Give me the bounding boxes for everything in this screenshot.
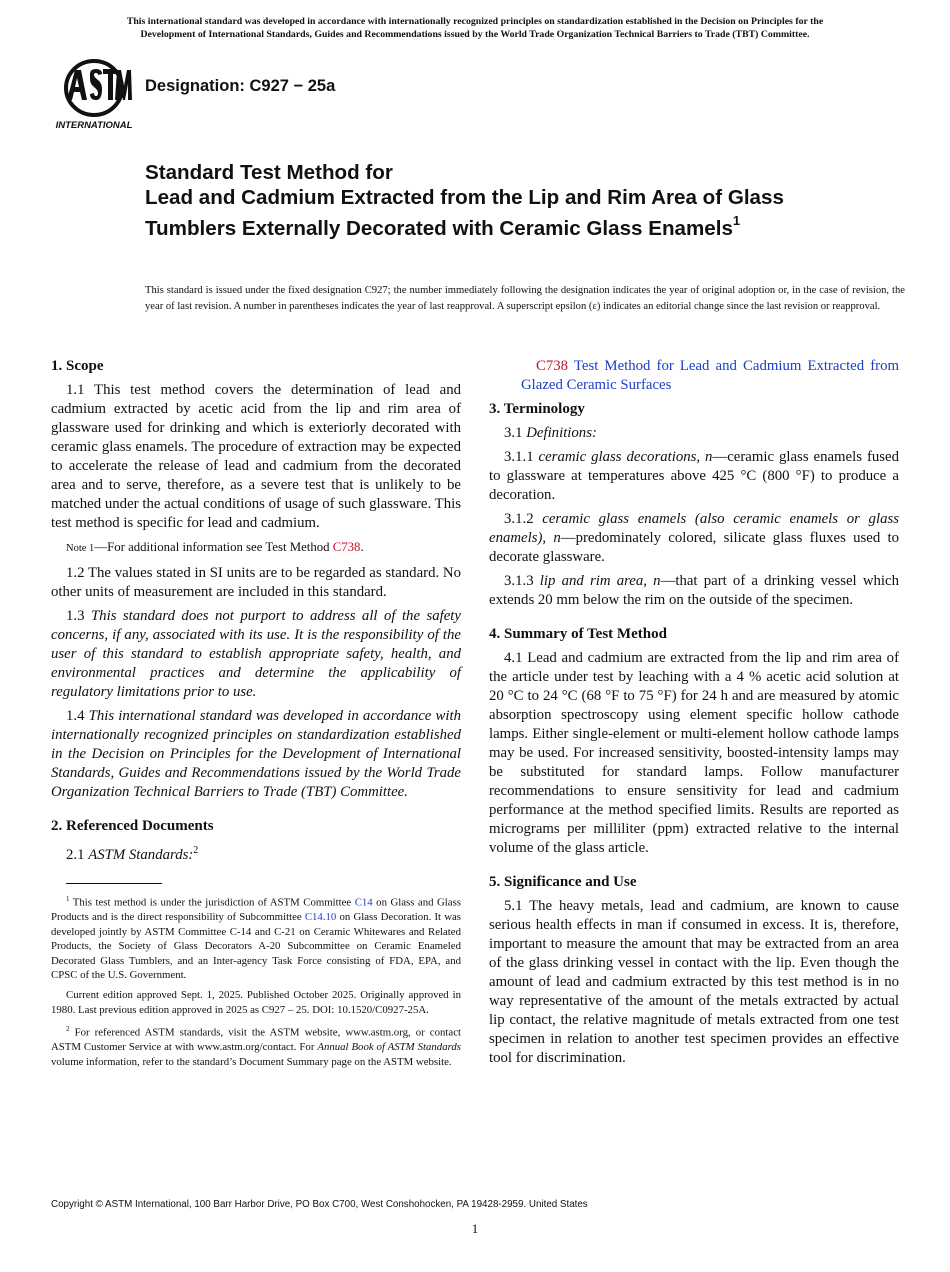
right-column xyxy=(489,357,899,1073)
title-line2: Lead and Cadmium Extracted from the Lip and Rim Area of Glass Tumblers Externally Decorated with Ceramic Glass Enamels xyxy=(145,186,784,240)
astm-logo-icon xyxy=(53,56,135,132)
footnote-1-link-c14-10[interactable]: C14.10 xyxy=(304,911,337,924)
para-3-1-3-term: lip and rim area, n xyxy=(539,573,661,589)
footnote-1-edition: Current edition approved Sept. 1, 2025. Published October 2025. Originally approved in 1980. Last previous edition approved in 2025 as C927 – 25. DOI: 10.1520/C0927-25A. xyxy=(51,989,461,1016)
para-5-1: 5.1 The heavy metals, lead and cadmium, are known to cause serious health effects in man if consumed in excess. It is, therefore, important to measure the amount that may be extracted from an area of the glass drinking vessel in contact with the lip. Even though the amount of lead and cadmium extracted by this test method is in no way representative of the amount of the metals extracted by actual lip contact, the relative magnitude of metals extracted from one test specimen in relation to another test specimen provides an effective tool for discrimination. xyxy=(489,898,899,1066)
para-1-3-num: 1.3 xyxy=(66,608,91,624)
para-3-1-text: Definitions: xyxy=(526,425,597,441)
section-1-heading: 1. Scope xyxy=(51,358,104,374)
para-3-1-2-num: 3.1.2 xyxy=(504,511,543,527)
note-1-link-c738[interactable]: C738 xyxy=(332,540,361,554)
footnote-1-a: This test method is under the jurisdiction of ASTM Committee xyxy=(72,896,355,909)
title-main xyxy=(145,185,865,241)
note-1-end: . xyxy=(360,540,364,554)
footnote-2-mark: 2 xyxy=(66,1025,70,1034)
footnote-2 xyxy=(51,1022,461,1069)
para-3-1-1-term: ceramic glass decorations, n xyxy=(538,449,713,465)
note-1-label: Note 1 xyxy=(66,543,95,554)
designation: Designation: C927 − 25a xyxy=(145,77,336,95)
para-3-1-num: 3.1 xyxy=(504,425,527,441)
svg-text:INTERNATIONAL: INTERNATIONAL xyxy=(55,120,133,131)
para-1-1: 1.1 This test method covers the determination of lead and cadmium extracted by acetic acid from the lip and rim area of glassware used for drinking and which is exteriorly decorated with ceramic glass enamels. The procedure of extraction may be expected to accelerate the release of lead and cadmium from the decorated area and to serve, therefore, as a severe test that is unlikely to be matched under the actual conditions of usage of such glassware. This test method is specific for lead and cadmium. xyxy=(51,382,461,531)
para-3-1-2-text: —predominately colored, silicate glass fluxes used to decorate glassware. xyxy=(489,530,899,565)
footnote-1-b: on Glass and Glass Products and is the direct responsibility of Subcommittee xyxy=(51,896,461,924)
title-line1: Standard Test Method for xyxy=(145,161,393,184)
para-1-4 xyxy=(51,707,461,802)
reference-c738-title[interactable]: Test Method for Lead and Cadmium Extracted from Glazed Ceramic Surfaces xyxy=(521,358,899,393)
para-3-1-3-text: —that part of a drinking vessel which extends 20 mm below the rim on the outside of the specimen. xyxy=(489,573,900,608)
para-1-3-text: This standard does not purport to address all of the safety concerns, if any, associated with its use. It is the responsibility of the user of this standard to establish appropriate safety, health, and environmental practices and determine the applicability of regulatory limitations prior to use. xyxy=(51,608,461,700)
para-3-1-2-term: ceramic glass enamels (also ceramic enamels or glass enamels), n xyxy=(489,511,899,546)
para-3-1-1 xyxy=(489,448,899,505)
footnote-2-b: volume information, refer to the standard’s Document Summary page on the ASTM website. xyxy=(51,1056,452,1069)
para-3-1-1-text: —ceramic glass enamels fused to glassware at temperatures above 425 °C (800 °F) to produce a decoration. xyxy=(489,449,899,503)
footnote-1-mark: 1 xyxy=(66,894,70,903)
document-title xyxy=(145,160,865,241)
para-3-1-2 xyxy=(489,510,899,567)
reference-c738 xyxy=(489,357,899,395)
wto-notice-line2: Development of International Standards, Guides and Recommendations issued by the World Trade Organization Technical Barriers to Trade (TBT) Committee. xyxy=(140,28,810,40)
para-1-3 xyxy=(51,607,461,702)
section-5-heading: 5. Significance and Use xyxy=(489,874,637,890)
footnote-2-italic: Annual Book of ASTM Standards xyxy=(317,1041,461,1054)
copyright-notice: Copyright © ASTM International, 100 Barr Harbor Drive, PO Box C700, West Conshohocken, PA 19428-2959. United States xyxy=(51,1199,588,1210)
para-1-4-num: 1.4 xyxy=(66,708,89,724)
section-2-heading: 2. Referenced Documents xyxy=(51,818,214,834)
footnote-2-a: For referenced ASTM standards, visit the ASTM website, www.astm.org, or contact ASTM Customer Service at with www.astm.org/contact. For xyxy=(51,1026,461,1054)
section-4-heading: 4. Summary of Test Method xyxy=(489,626,667,642)
designation-intro: This standard is issued under the fixed designation C927; the number immediately following the designation indicates the year of original adoption or, in the case of revision, the year of last revision. A number in parentheses indicates the year of last reapproval. A superscript epsilon (ε) indicates an editorial change since the last revision or reapproval. xyxy=(145,285,905,312)
para-1-2: 1.2 The values stated in SI units are to be regarded as standard. No other units of measurement are included in this standard. xyxy=(51,565,461,600)
title-footnote-mark: 1 xyxy=(732,213,741,228)
para-2-1 xyxy=(51,841,461,865)
wto-notice-line1: This international standard was developed in accordance with internationally recognized principles on standardization established in the Decision on Principles for the xyxy=(126,16,824,27)
para-4-1: 4.1 Lead and cadmium are extracted from the lip and rim area of the article under test by leaching with a 4 % acetic acid solution at 20 °C to 24 °C (68 °F to 75 °F) for 24 h and are measured by atomic absorption spectroscopy using element specific hollow cathode lamps. Either single-element or multi-element hollow cathode lamps may be used. For increased sensitivity, boosted-intensity lamps may be substituted for standard lamps. Follow manufacturer recommendations to ensure sensitivity for lead and cadmium performance at the method specified limits. Results are reported as micrograms per milliliter (ppm) extracted relative to the internal volume of the glass article. xyxy=(489,650,899,856)
footnote-1-link-c14[interactable]: C14 xyxy=(354,896,373,909)
footnote-1-c: on Glass Decoration. It was developed jointly by ASTM Committee C-14 and C-21 on Ceramic Whitewares and Related Products, the Society of Glass Decorators A-20 Subcommittee on Ceramic Enameled Decorated Glass Tumblers, and an Inter-agency Task Force consisting of FDA, EPA, and CPSC of the U.S. Government. xyxy=(51,911,461,982)
section-3-heading: 3. Terminology xyxy=(489,401,585,417)
wto-notice xyxy=(40,16,910,41)
para-2-1-sup: 2 xyxy=(193,845,199,856)
reference-c738-code[interactable]: C738 xyxy=(536,358,569,374)
note-1 xyxy=(51,538,461,558)
left-column xyxy=(51,357,461,1075)
para-2-1-num: 2.1 xyxy=(66,846,89,863)
footnote-1 xyxy=(51,892,461,983)
note-1-text: —For additional information see Test Method xyxy=(94,540,333,554)
footnote-rule xyxy=(66,883,162,884)
para-3-1-3-num: 3.1.3 xyxy=(504,573,540,589)
para-1-4-text: This international standard was developed in accordance with internationally recognized principles on standardization established in the Decision on Principles for the Development of International Standards, Guides and Recommendations issued by the World Trade Organization Technical Barriers to Trade (TBT) Committee. xyxy=(51,708,461,800)
page-number: 1 xyxy=(471,1221,479,1236)
para-2-1-text: ASTM Standards: xyxy=(88,846,194,863)
para-3-1-3 xyxy=(489,572,899,610)
para-3-1 xyxy=(489,424,899,443)
para-3-1-1-num: 3.1.1 xyxy=(504,449,539,465)
